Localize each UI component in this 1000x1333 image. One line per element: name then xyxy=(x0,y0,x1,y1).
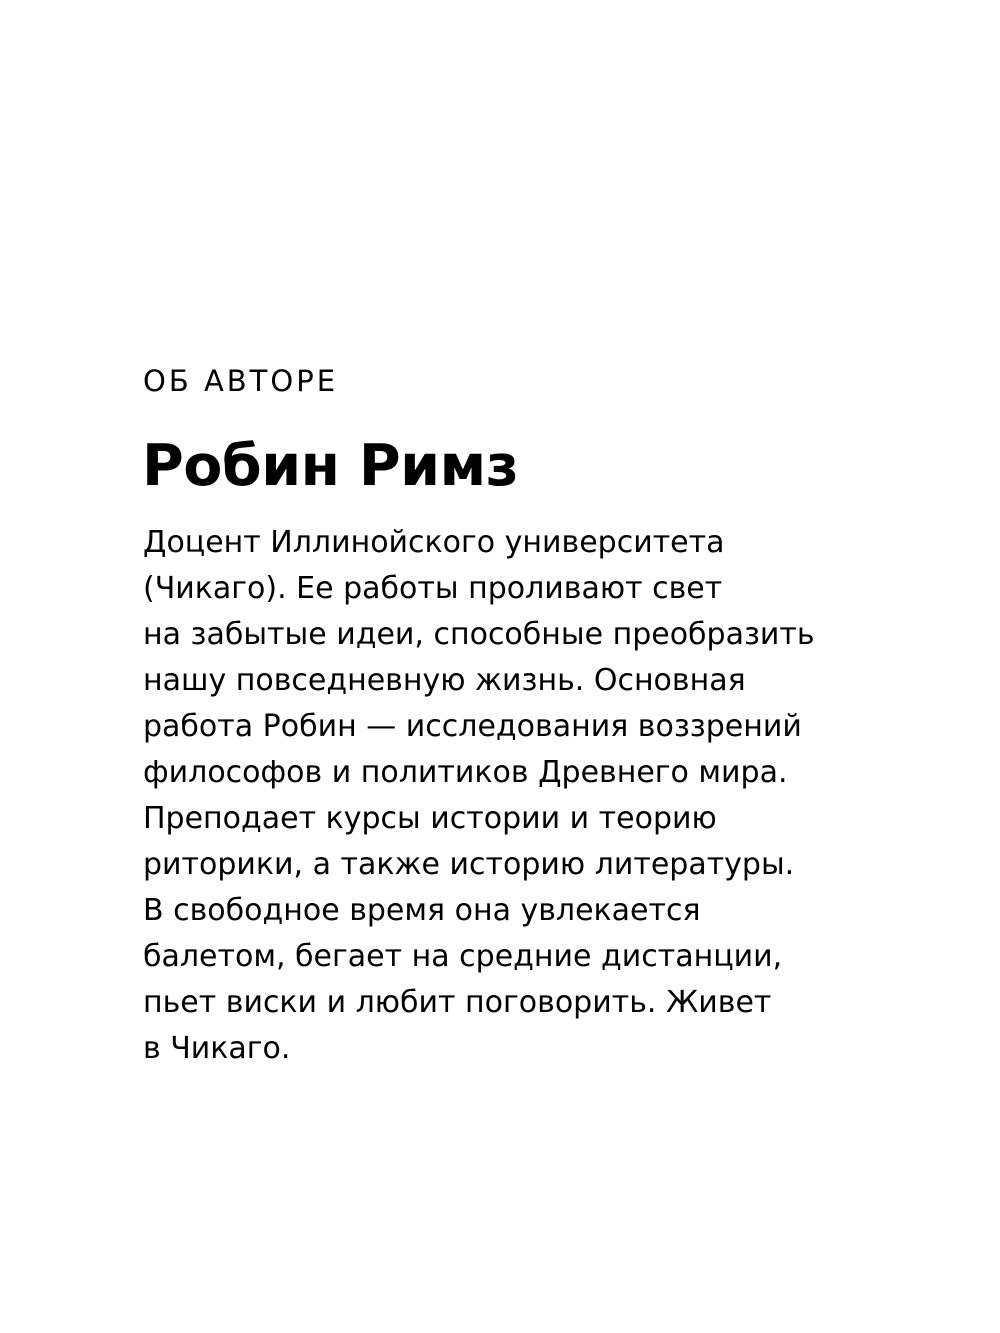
bio-line: Доцент Иллинойского университета xyxy=(143,525,725,560)
bio-line: нашу повседневную жизнь. Основная xyxy=(143,663,746,698)
bio-line: в Чикаго. xyxy=(143,1031,291,1066)
bio-line: (Чикаго). Ее работы проливают свет xyxy=(143,571,723,606)
bio-line: работа Робин — исследования воззрений xyxy=(143,709,802,744)
author-name: Робин Римз xyxy=(142,433,519,499)
bio-line: на забытые идеи, способные преобразить xyxy=(143,617,815,652)
bio-line: пьет виски и любит поговорить. Живет xyxy=(143,985,772,1020)
section-label: ОБ АВТОРЕ xyxy=(143,364,339,398)
bio-line: В свободное время она увлекается xyxy=(143,893,701,928)
bio-line: философов и политиков Древнего мира. xyxy=(143,755,788,790)
bio-line: риторики, а также историю литературы. xyxy=(143,847,795,882)
bio-line: Преподает курсы истории и теорию xyxy=(143,801,717,836)
author-bio xyxy=(143,520,815,1072)
bio-line: балетом, бегает на средние дистанции, xyxy=(143,939,783,974)
